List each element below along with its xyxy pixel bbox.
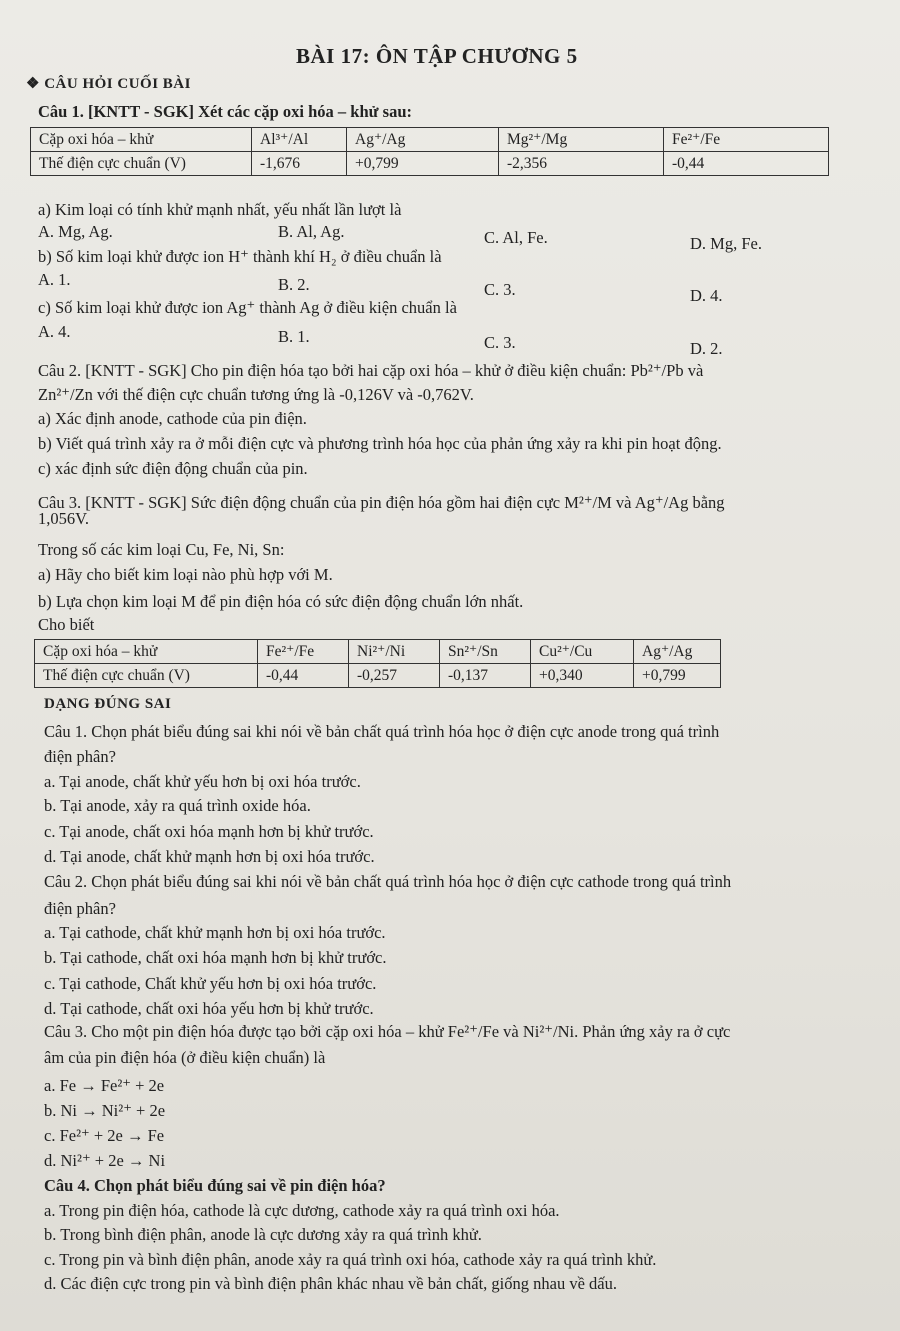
tf3-stem-line2: âm của pin điện hóa (ở điều kiện chuẩn) là bbox=[44, 1048, 326, 1067]
tf2-stem-line1: Câu 2. Chọn phát biểu đúng sai khi nói về bản chất quá trình hóa học ở điện cực cathode trong quá trình bbox=[44, 872, 732, 891]
q1-c-option-b: B. 1. bbox=[278, 327, 310, 346]
page-title: BÀI 17: ÔN TẬP CHƯƠNG 5 bbox=[296, 44, 578, 68]
q1-a-option-b: B. Al, Ag. bbox=[278, 222, 345, 241]
table-row: Thế điện cực chuẩn (V) -0,44 -0,257 -0,137 +0,340 +0,799 bbox=[35, 664, 721, 688]
q1-c-option-a: A. 4. bbox=[38, 322, 71, 341]
tf2-option-c: c. Tại cathode, Chất khử yếu hơn bị oxi hóa trước. bbox=[44, 974, 377, 993]
tf3-stem-line1: Câu 3. Cho một pin điện hóa được tạo bởi cặp oxi hóa – khử Fe²⁺/Fe và Ni²⁺/Ni. Phản ứng xảy ra ở cực bbox=[44, 1022, 731, 1041]
table-row: Thế điện cực chuẩn (V) -1,676 +0,799 -2,356 -0,44 bbox=[31, 152, 829, 176]
tf3-option-a: a. Fe → Fe²⁺ + 2e bbox=[44, 1076, 165, 1095]
q2-part-c: c) xác định sức điện động chuẩn của pin. bbox=[38, 459, 308, 478]
q1-c-option-d: D. 2. bbox=[690, 339, 723, 358]
q1-part-a: a) Kim loại có tính khử mạnh nhất, yếu nhất lần lượt là bbox=[38, 200, 402, 219]
tf4-option-a: a. Trong pin điện hóa, cathode là cực dương, cathode xảy ra quá trình oxi hóa. bbox=[44, 1201, 560, 1220]
q1-b-option-d: D. 4. bbox=[690, 286, 723, 305]
q3-stem-line1: Câu 3. [KNTT - SGK] Sức điện động chuẩn của pin điện hóa gồm hai điện cực M²⁺/M và Ag⁺/Ag bằng bbox=[38, 493, 725, 512]
table-row: Cặp oxi hóa – khử Al³⁺/Al Ag⁺/Ag Mg²⁺/Mg Fe²⁺/Fe bbox=[31, 128, 829, 152]
tf1-option-a: a. Tại anode, chất khử yếu hơn bị oxi hóa trước. bbox=[44, 772, 361, 791]
q1-part-c: c) Số kim loại khử được ion Ag⁺ thành Ag ở điều kiện chuẩn là bbox=[38, 298, 457, 317]
q1-stem: Câu 1. [KNTT - SGK] Xét các cặp oxi hóa – khử sau: bbox=[38, 102, 412, 121]
tf3-option-c: c. Fe²⁺ + 2e → Fe bbox=[44, 1126, 165, 1145]
tf1-option-b: b. Tại anode, xảy ra quá trình oxide hóa. bbox=[44, 796, 311, 815]
q2-stem-line2: Zn²⁺/Zn với thế điện cực chuẩn tương ứng là -0,126V và -0,762V. bbox=[38, 385, 474, 404]
q3-stem-line3: Trong số các kim loại Cu, Fe, Ni, Sn: bbox=[38, 540, 285, 559]
q1-b-option-b: B. 2. bbox=[278, 275, 310, 294]
tf4-option-b: b. Trong bình điện phân, anode là cực dương xảy ra quá trình khử. bbox=[44, 1225, 482, 1244]
q1-c-option-c: C. 3. bbox=[484, 333, 516, 352]
tf2-option-b: b. Tại cathode, chất oxi hóa mạnh hơn bị khử trước. bbox=[44, 948, 387, 967]
tf2-option-d: d. Tại cathode, chất oxi hóa yếu hơn bị khử trước. bbox=[44, 999, 374, 1018]
q1-b-option-a: A. 1. bbox=[38, 270, 71, 289]
q3-part-b: b) Lựa chọn kim loại M để pin điện hóa có sức điện động chuẩn lớn nhất. bbox=[38, 592, 524, 611]
tf1-option-c: c. Tại anode, chất oxi hóa mạnh hơn bị khử trước. bbox=[44, 822, 374, 841]
q2-part-b: b) Viết quá trình xảy ra ở mỗi điện cực và phương trình hóa học của phản ứng xảy ra khi pin hoạt động. bbox=[38, 434, 722, 453]
q1-a-option-c: C. Al, Fe. bbox=[484, 228, 548, 247]
tf3-option-b: b. Ni → Ni²⁺ + 2e bbox=[44, 1101, 166, 1120]
q1-part-b: b) Số kim loại khử được ion H⁺ thành khí H₂ ở điều chuẩn là bbox=[38, 247, 442, 266]
q3-given: Cho biết bbox=[38, 615, 95, 634]
tf1-option-d: d. Tại anode, chất khử mạnh hơn bị oxi hóa trước. bbox=[44, 847, 375, 866]
tf4-option-d: d. Các điện cực trong pin và bình điện phân khác nhau về bản chất, giống nhau về dấu. bbox=[44, 1274, 617, 1293]
q3-potential-table bbox=[34, 639, 721, 688]
q1-b-option-c: C. 3. bbox=[484, 280, 516, 299]
q1-a-option-d: D. Mg, Fe. bbox=[690, 234, 762, 253]
q3-stem-line2: 1,056V. bbox=[38, 509, 90, 528]
tf4-stem: Câu 4. Chọn phát biểu đúng sai về pin điện hóa? bbox=[44, 1176, 386, 1195]
tf1-stem-line2: điện phân? bbox=[44, 747, 116, 766]
tf3-option-d: d. Ni²⁺ + 2e → Ni bbox=[44, 1151, 166, 1170]
section-label: ❖ CÂU HỎI CUỐI BÀI bbox=[26, 76, 191, 92]
table-row: Cặp oxi hóa – khử Fe²⁺/Fe Ni²⁺/Ni Sn²⁺/Sn Cu²⁺/Cu Ag⁺/Ag bbox=[35, 640, 721, 664]
tf2-option-a: a. Tại cathode, chất khử mạnh hơn bị oxi hóa trước. bbox=[44, 923, 386, 942]
q1-a-option-a: A. Mg, Ag. bbox=[38, 222, 113, 241]
tf2-stem-line2: điện phân? bbox=[44, 899, 116, 918]
true-false-heading: DẠNG ĐÚNG SAI bbox=[44, 696, 172, 712]
q2-stem-line1: Câu 2. [KNTT - SGK] Cho pin điện hóa tạo bởi hai cặp oxi hóa – khử ở điều kiện chuẩn: Pb²⁺/Pb và bbox=[38, 361, 704, 380]
q2-part-a: a) Xác định anode, cathode của pin điện. bbox=[38, 409, 307, 428]
q1-potential-table bbox=[30, 127, 829, 176]
tf4-option-c: c. Trong pin và bình điện phân, anode xảy ra quá trình oxi hóa, cathode xảy ra quá trình khử. bbox=[44, 1250, 657, 1269]
tf1-stem-line1: Câu 1. Chọn phát biểu đúng sai khi nói về bản chất quá trình hóa học ở điện cực anode trong quá trình bbox=[44, 722, 720, 741]
q3-part-a: a) Hãy cho biết kim loại nào phù hợp với M. bbox=[38, 565, 333, 584]
